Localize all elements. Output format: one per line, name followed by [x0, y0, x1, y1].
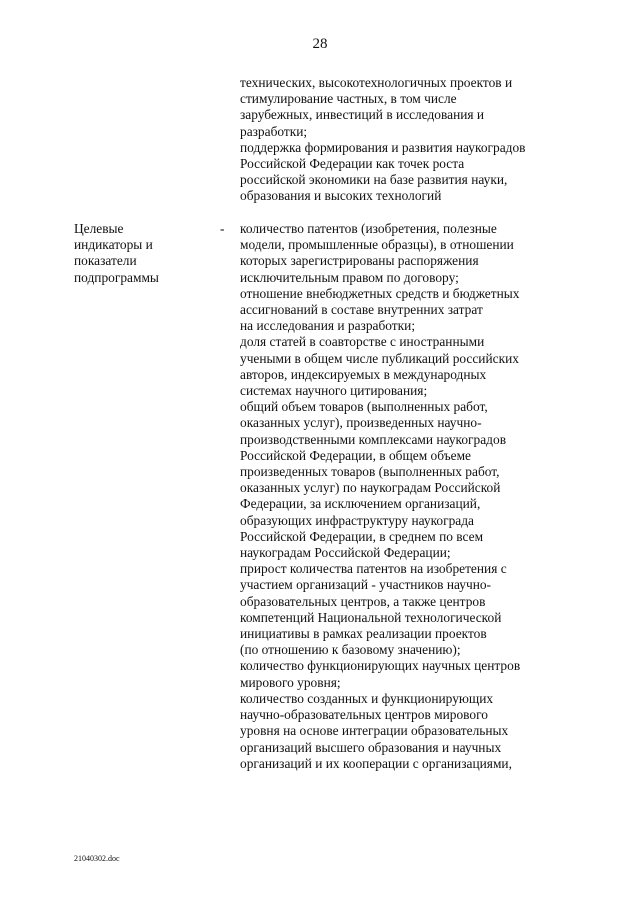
text-line: доля статей в соавторстве с иностранными	[240, 334, 485, 350]
text-line: произведенных товаров (выполненных работ,	[240, 464, 500, 480]
file-name-footer: 21040302.doc	[74, 854, 120, 863]
indicators-text-block	[240, 221, 570, 772]
separator-dash: -	[220, 221, 225, 236]
text-line: количество созданных и функционирующих	[240, 690, 494, 706]
text-line: модели, промышленные образцы), в отношении	[240, 237, 514, 253]
text-line: количество патентов (изобретения, полезные	[240, 221, 497, 236]
text-line: исключительным правом по договору;	[240, 269, 459, 285]
text-line: инициативы в рамках реализации проектов	[240, 626, 487, 642]
text-line: учеными в общем числе публикаций российских	[240, 350, 519, 366]
text-line: ассигнований в составе внутренних затрат	[240, 302, 483, 318]
text-line: общий объем товаров (выполненных работ,	[240, 399, 488, 415]
text-line: прирост количества патентов на изобретения с	[240, 561, 507, 577]
text-line: разработки;	[240, 123, 308, 139]
text-line: поддержка формирования и развития наукоградов	[240, 139, 526, 155]
text-line: технических, высокотехнологичных проектов и	[240, 75, 513, 90]
label-line: индикаторы и	[74, 237, 153, 253]
text-line: производственными комплексами наукоградов	[240, 431, 507, 447]
text-line: уровня на основе интеграции образовательных	[240, 723, 509, 739]
label-line: показатели	[74, 253, 137, 269]
text-line: компетенций Национальной технологической	[240, 609, 502, 625]
text-line: Российской Федерации как точек роста	[240, 156, 465, 172]
text-line: количество функционирующих научных центров	[240, 658, 521, 674]
text-line: наукоградам Российской Федерации;	[240, 545, 451, 561]
text-line: мирового уровня;	[240, 674, 341, 690]
text-line: оказанных услуг) по наукоградам Российской	[240, 480, 501, 496]
text-line: образующих инфраструктуру наукограда	[240, 512, 474, 528]
text-line: отношение внебюджетных средств и бюджетных	[240, 285, 520, 301]
text-line: российской экономики на базе развития науки,	[240, 172, 508, 188]
text-line: образовательных центров, а также центров	[240, 593, 486, 609]
text-line: системах научного цитирования;	[240, 383, 428, 399]
section-label	[74, 221, 214, 286]
text-line: организаций и их кооперации с организациями,	[240, 755, 512, 771]
text-line: зарубежных, инвестиций в исследования и	[240, 107, 485, 123]
label-line: подпрограммы	[74, 269, 159, 285]
text-line: научно-образовательных центров мирового	[240, 707, 488, 723]
text-line: образования и высоких технологий	[240, 188, 442, 204]
text-line: на исследования и разработки;	[240, 318, 416, 334]
text-line: (по отношению к базовому значению);	[240, 642, 461, 658]
text-line: Федерации, за исключением организаций,	[240, 496, 481, 512]
top-text-block	[240, 75, 570, 205]
text-line: Российской Федерации, в общем объеме	[240, 447, 471, 463]
text-line: которых зарегистрированы распоряжения	[240, 253, 479, 269]
label-line: Целевые	[74, 221, 124, 236]
text-line: стимулирование частных, в том числе	[240, 91, 457, 107]
text-line: авторов, индексируемых в международных	[240, 366, 487, 382]
text-line: организаций высшего образования и научных	[240, 739, 502, 755]
text-line: Российской Федерации, в среднем по всем	[240, 528, 484, 544]
text-line: оказанных услуг), произведенных научно-	[240, 415, 482, 431]
text-line: участием организаций - участников научно-	[240, 577, 492, 593]
page-number: 28	[312, 36, 328, 52]
